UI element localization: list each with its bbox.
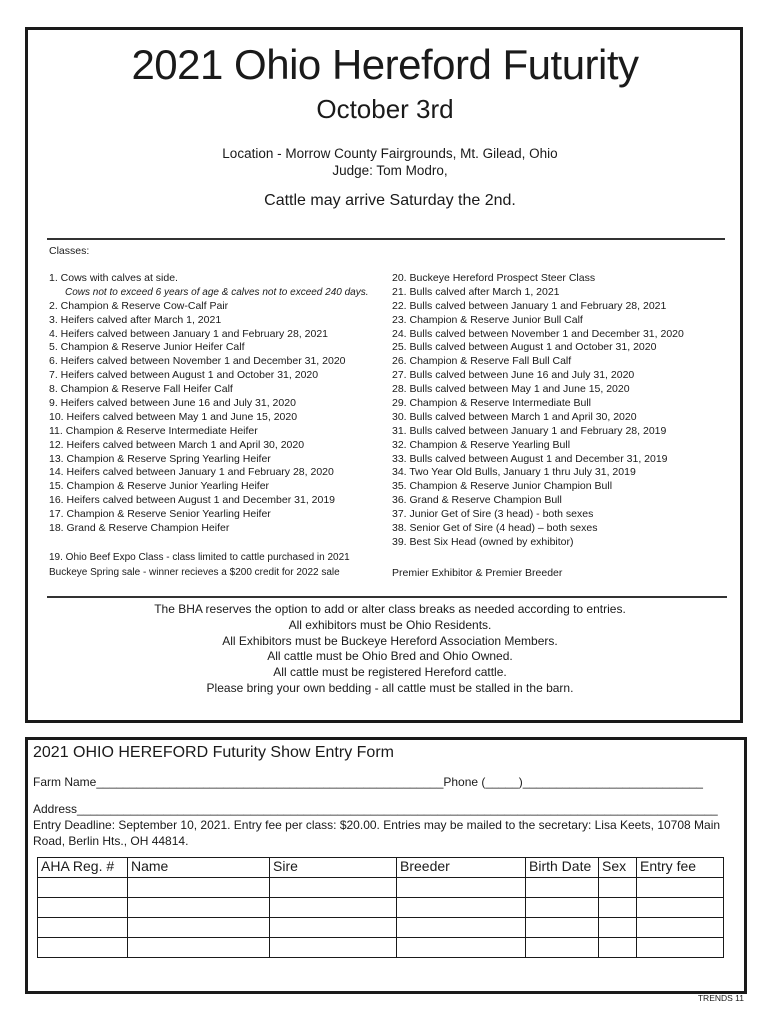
judge-text: Judge: Tom Modro,: [332, 163, 448, 178]
rule-line: Please bring your own bedding - all cattle must be stalled in the barn.: [206, 680, 574, 695]
table-row[interactable]: [38, 938, 724, 958]
col-entry-fee: Entry fee: [637, 858, 724, 878]
class-item: 17. Champion & Reserve Senior Yearling Heifer: [49, 508, 271, 521]
class-item: 23. Champion & Reserve Junior Bull Calf: [392, 313, 583, 326]
classes-right-column: [392, 272, 684, 550]
classes-left-column: [49, 272, 369, 536]
class-item: 20. Buckeye Hereford Prospect Steer Class: [392, 272, 596, 284]
col-sex: Sex: [599, 858, 637, 878]
class-item: 8. Champion & Reserve Fall Heifer Calf: [49, 383, 233, 396]
page-footer: TRENDS 11: [697, 993, 744, 1003]
class-item: 24. Bulls calved between November 1 and December 31, 2020: [392, 327, 684, 340]
col-breeder: Breeder: [397, 858, 526, 878]
event-date: October 3rd: [316, 94, 454, 124]
class-19-line1: 19. Ohio Beef Expo Class - class limited to cattle purchased in 2021: [49, 552, 350, 563]
rule-line: All Exhibitors must be Buckeye Hereford Association Members.: [222, 633, 558, 648]
class-item: 26. Champion & Reserve Fall Bull Calf: [392, 355, 572, 368]
class-item: 31. Bulls calved between January 1 and February 28, 2019: [392, 424, 667, 437]
location-block: [0, 145, 770, 179]
arrival-note: Cattle may arrive Saturday the 2nd.: [264, 192, 516, 209]
rule-line: All cattle must be registered Hereford cattle.: [273, 665, 507, 680]
class-item: 12. Heifers calved between March 1 and April 30, 2020: [49, 438, 305, 451]
location-text: Location - Morrow County Fairgrounds, Mt. Gilead, Ohio: [222, 146, 558, 161]
address-field[interactable]: Address________________________________________________________________________________________________: [33, 802, 718, 816]
premier-awards: Premier Exhibitor & Premier Breeder: [392, 567, 563, 579]
class-item: 3. Heifers calved after March 1, 2021: [49, 313, 222, 326]
class-19-line2: Buckeye Spring sale - winner recieves a $200 credit for 2022 sale: [49, 567, 340, 578]
class-item: 2. Champion & Reserve Cow-Calf Pair: [49, 299, 229, 312]
class-note: Cows not to exceed 6 years of age & calves not to exceed 240 days.: [65, 286, 369, 298]
rule-line: All cattle must be Ohio Bred and Ohio Owned.: [267, 649, 513, 664]
class-item: 35. Champion & Reserve Junior Champion Bull: [392, 480, 613, 493]
class-item: 7. Heifers calved between August 1 and October 31, 2020: [49, 369, 319, 382]
class-item: 33. Bulls calved between August 1 and December 31, 2019: [392, 452, 668, 465]
deadline-line2: Road, Berlin Hts., OH 44814.: [33, 834, 189, 848]
class-item: 15. Champion & Reserve Junior Yearling Heifer: [49, 480, 270, 493]
class-item: 38. Senior Get of Sire (4 head) – both sexes: [392, 522, 598, 535]
entry-table: [37, 857, 724, 958]
divider-top: [47, 238, 725, 240]
rules-block: [0, 602, 770, 697]
class-item: 22. Bulls calved between January 1 and February 28, 2021: [392, 299, 667, 312]
class-item: 39. Best Six Head (owned by exhibitor): [392, 535, 574, 548]
rule-line: The BHA reserves the option to add or alter class breaks as needed according to entries.: [154, 602, 626, 616]
class-item: 32. Champion & Reserve Yearling Bull: [392, 438, 571, 451]
col-sire: Sire: [270, 858, 397, 878]
table-row[interactable]: [38, 898, 724, 918]
class-item: 27. Bulls calved between June 16 and July 31, 2020: [392, 369, 635, 382]
class-item: 29. Champion & Reserve Intermediate Bull: [392, 397, 592, 410]
class-item: 16. Heifers calved between August 1 and December 31, 2019: [49, 494, 336, 507]
rule-line: All exhibitors must be Ohio Residents.: [288, 617, 492, 632]
table-row[interactable]: [38, 878, 724, 898]
class-item: 21. Bulls calved after March 1, 2021: [392, 285, 560, 298]
class-item: 9. Heifers calved between June 16 and July 31, 2020: [49, 397, 296, 410]
class-item: 37. Junior Get of Sire (3 head) - both sexes: [392, 508, 594, 521]
col-birth-date: Birth Date: [526, 858, 599, 878]
class-item: 18. Grand & Reserve Champion Heifer: [49, 522, 230, 535]
class-item: 36. Grand & Reserve Champion Bull: [392, 494, 562, 507]
page-title: 2021 Ohio Hereford Futurity: [131, 41, 639, 88]
class-item: 10. Heifers calved between May 1 and June 15, 2020: [49, 410, 298, 423]
table-header-row: [38, 858, 724, 878]
class-item: 4. Heifers calved between January 1 and February 28, 2021: [49, 327, 329, 340]
class-item: 34. Two Year Old Bulls, January 1 thru July 31, 2019: [392, 466, 636, 479]
class-item: 28. Bulls calved between May 1 and June 15, 2020: [392, 383, 630, 396]
class-item: 6. Heifers calved between November 1 and December 31, 2020: [49, 355, 346, 368]
class-item: 11. Champion & Reserve Intermediate Heifer: [49, 424, 258, 437]
class-item: 13. Champion & Reserve Spring Yearling Heifer: [49, 452, 271, 465]
farm-name-field[interactable]: Farm Name____________________________________________________Phone (_____)___________________________: [33, 775, 703, 789]
divider-bottom: [47, 596, 727, 598]
form-title: 2021 OHIO HEREFORD Futurity Show Entry Form: [33, 744, 394, 761]
class-item: 1. Cows with calves at side.: [49, 272, 178, 284]
table-row[interactable]: [38, 918, 724, 938]
classes-heading: Classes:: [49, 245, 90, 257]
col-aha-reg: AHA Reg. #: [38, 858, 128, 878]
deadline-line1: Entry Deadline: September 10, 2021. Entry fee per class: $20.00. Entries may be mailed to the secretary: Lisa Keets, 10708 Main: [33, 818, 721, 832]
class-item: 30. Bulls calved between March 1 and April 30, 2020: [392, 410, 637, 423]
class-item: 14. Heifers calved between January 1 and February 28, 2020: [49, 466, 334, 479]
class-item: 5. Champion & Reserve Junior Heifer Calf: [49, 341, 245, 354]
col-name: Name: [128, 858, 270, 878]
class-item: 25. Bulls calved between August 1 and October 31, 2020: [392, 341, 657, 354]
